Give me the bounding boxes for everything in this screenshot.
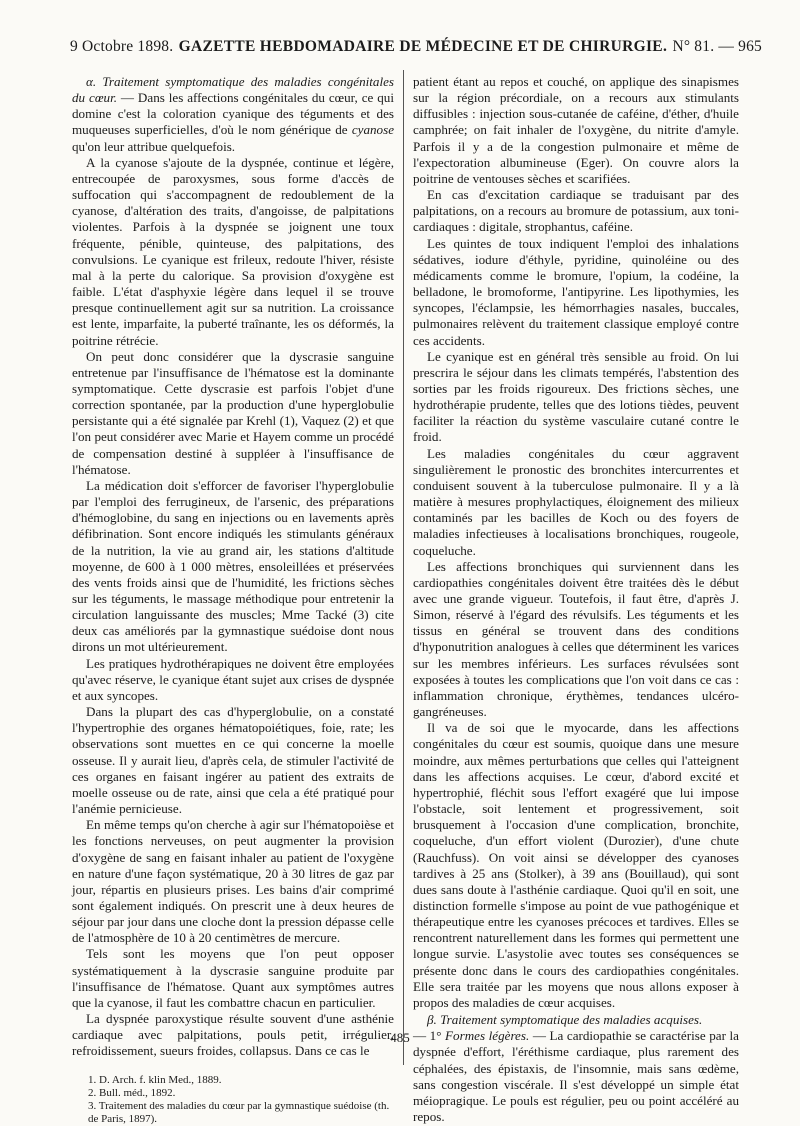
italic-term: cyanose [351, 122, 394, 138]
section-heading-beta [413, 1012, 739, 1028]
paragraph: Les affections bronchiques qui surviennent dans les cardiopathies congénitales doivent être traitées dès le début avec une grande vigueur. Toutefois, il faut être, d'après J. Simon, réservé à l'égard des révulsifs. Les téguments et les tissus en général se trouvent dans des conditions d'hyponutrition analogues à celles que déterminent les varices sur les membres inférieurs. Les surfaces révulsées sont exposées à toutes les complications que l'on voit dans ce cas : inflammation chronique, érythèmes, tendances ulcéro-gangréneuses. [413, 558, 739, 720]
right-column [413, 74, 739, 1124]
paragraph: A la cyanose s'ajoute de la dyspnée, continue et légère, entrecoupée de paroxysmes, sous forme d'accès de suffocation qui s'accompagnent de redoublement de la cyanose, d'altération des traits, d'angoisse, de palpitations violentes. Parfois à la dyspnée se joignent une toux fréquente, pénible, quinteuse, des palpitations, des convulsions. Le cyanique est frileux, redoute l'hiver, résiste mal à la perte du calorique. Sa provision d'oxygène est faible. L'état d'asphyxie légère dans lequel il se trouve presque continuellement agit sur sa nutrition. La croissance est lente, imparfaite, la puberté traînante, les os déformés, la poitrine rétrécie. [72, 154, 394, 348]
paragraph: On peut donc considérer que la dyscrasie sanguine entretenue par l'insuffisance de l'hématose est la dominante symptomatique. Cette dyscrasie est parfois l'objet d'une correction spontanée, par la production d'une hyperglobulie persistante qui a été signalée par Krehl (1), Vaquez (2) et que l'on peut considérer avec Marie et Hayem comme un procédé de compensation destiné à suppléer à l'insuffisance de l'hématose. [72, 348, 394, 477]
left-column [72, 74, 394, 1125]
section-heading-alpha: α. Traitement symptomatique des maladies congénitales du cœur. [72, 74, 394, 106]
paragraph-text: — Dans les affections congénitales du cœur, ce qui domine c'est la coloration cyanique des téguments et des muqueuses superficielles, d'où le nom générique de [72, 90, 394, 138]
italic-heading: β. Traitement symptomatique des maladies acquises. [427, 1012, 703, 1028]
paragraph: En même temps qu'on cherche à agir sur l'hématopoièse et les fonctions nerveuses, on peut augmenter la provision d'oxygène de sang en faisant inhaler au patient de l'oxygène en nature d'une façon systématique, 20 à 30 litres de gaz par jour, répartis en plusieurs prises. Les bains d'air comprimé sont également indiqués. On prescrit une à deux heures de séjour par jour dans une cloche dont la pression dépasse celle de l'atmosphère de 10 à 20 centimètres de mercure. [72, 817, 394, 946]
header-date: 9 Octobre 1898. [70, 38, 174, 55]
page-folio: 485 [390, 1030, 410, 1045]
column-divider [403, 70, 404, 1065]
journal-title: GAZETTE HEBDOMADAIRE DE MÉDECINE ET DE CHIRURGIE. [178, 38, 668, 55]
paragraph [72, 74, 394, 155]
footnote: 3. Traitement des maladies du cœur par la gymnastique suédoise (th. de Paris, 1897). [88, 1099, 390, 1125]
running-header [70, 38, 762, 64]
paragraph-text: — 1° [413, 1028, 446, 1044]
paragraph: Les pratiques hydrothérapiques ne doivent être employées qu'avec réserve, le cyanique étant sujet aux crises de dyspnée et aux syncopes. [72, 655, 394, 703]
paragraph: Dans la plupart des cas d'hyperglobulie, on a constaté l'hypertrophie des organes hématopoiétiques, foie, rate; les observations sont muettes en ce qui concerne la moelle osseuse. Il y aurait lieu, d'après cela, de stimuler l'activité de ces organes en faisant ingérer au patient des extraits de moelle osseuse ou de rate, ainsi que cela a été pratiqué pour l'anémie pernicieuse. [72, 704, 394, 817]
paragraph: En cas d'excitation cardiaque se traduisant par des palpitations, on a recours au bromure de potassium, aux toni-cardiaques : digitale, strophantus, caféine. [413, 187, 739, 235]
paragraph: La médication doit s'efforcer de favoriser l'hyperglobulie par l'emploi des ferrugineux, de l'arsenic, des préparations d'hémoglobine, du sang en injections ou en lavements après défibrination. Sont encore indiqués les stimulants généraux de la nutrition, la vie au grand air, les stations d'altitude moyenne, de 600 à 1 000 mètres, ensoleillées et préservées des vents froids ainsi que de l'humidité, les frictions sèches sur les téguments, le massage méthodique pour entretenir la circulation languissante des muscles; Mme Tacké (3) cite deux cas améliorés par la gymnastique suédoise dont nous dirons un mot ultérieurement. [72, 477, 394, 655]
footnotes [72, 1074, 394, 1126]
footnote: 2. Bull. méd., 1892. [88, 1086, 176, 1099]
issue-page-number: N° 81. — 965 [672, 38, 762, 55]
paragraph-text: — La cardiopathie se caractérise par la dyspnée d'effort, l'éréthisme cardiaque, plus rarement des céphalées, des épistaxis, de l'insomnie, mais sans œdème, sans congestion viscérale. Il s'est développé un simple état méiopragique. Le pouls est régulier, peu ou point accéléré au repos. [413, 1028, 739, 1124]
paragraph: Les maladies congénitales du cœur aggravent singulièrement le pronostic des bronchites intercurrentes et conduisent souvent à la tuberculose pulmonaire. Il y a là matière à mesures prophylactiques, éloignement des milieux contaminés par les bacilles de Koch ou des foyers de maladies infectieuses à localisations bronchiques, rougeole, coqueluche. [413, 445, 739, 558]
paragraph-text: qu'on leur attribue quelquefois. [72, 138, 236, 154]
paragraph: Tels sont les moyens que l'on peut opposer systématiquement à la dyscrasie sanguine produite par l'insuffisance de l'hématose. Quant aux symptômes autres que la cyanose, il faut les combattre chacun en particulier. [72, 946, 394, 1010]
paragraph: Il va de soi que le myocarde, dans les affections congénitales du cœur est soumis, quoique dans une mesure moindre, aux mêmes perturbations que celles qui l'atteignent dans les affections acquises. Le cœur, d'abord excité et hypertrophié, fléchit sous l'effort exagéré que lui impose l'obstacle, soit lentement et progressivement, soit brusquement à l'occasion d'une complication, bronchite, coqueluche, d'un effort violent (Durozier), d'une chute (Rauchfuss). On voit ainsi se développer des cyanoses tardives à 25 ans (Stolker), à 39 ans (Bouillaud), qui sont dues sans doute à l'asthénie cardiaque. Quoi qu'il en soit, une distinction formelle s'impose au point de vue pathogénique et thérapeutique entre les cyanoses précoces et tardives. Elles se rencontrent naturellement dans les formes qui permettent une longue survie. L'asystolie avec toutes ses conséquences se présente donc dans le cours des cardiopathies congénitales. Elle sera traitée par les moyens que nous allons exposer à propos des maladies de cœur acquises. [413, 720, 739, 1010]
paragraph: Le cyanique est en général très sensible au froid. On lui prescrira le séjour dans les climats tempérés, l'abstention des sorties par les froids rigoureux. Des frictions sèches, une hydrothérapie prudente, telles que des lotions tièdes, peuvent faciliter la réaction du système vasculaire cutané contre le froid. [413, 348, 739, 445]
paragraph: La dyspnée paroxystique résulte souvent d'une asthénie cardiaque avec palpitations, pouls petit, irrégulier, refroidissement, sueurs froides, collapsus. Dans ce cas le [72, 1011, 394, 1059]
italic-subheading: Formes légères. [445, 1028, 530, 1044]
paragraph: Les quintes de toux indiquent l'emploi des inhalations sédatives, iodure d'éthyle, pyridine, quinoléine ou des médicaments comme le bromure, l'opium, la codéine, la belladone, le bromoforme, l'antipyrine. Les lipothymies, les syncopes, l'éclampsie, les hémorrhagies nasales, buccales, pulmonaires relèvent du traitement classique employé contre ces accidents. [413, 235, 739, 348]
footnote: 1. D. Arch. f. klin Med., 1889. [88, 1073, 222, 1086]
paragraph: patient étant au repos et couché, on applique des sinapismes sur la région précordiale, on a recours aux stimulants diffusibles : injection sous-cutanée de caféine, d'éther, d'huile camphrée; on fait inhaler de l'oxygène, du nitrite d'amyle. Parfois il y a de la congestion pulmonaire et même de l'expectoration albumineuse (Eger). On couvre alors la poitrine de ventouses sèches et scarifiées. [413, 74, 739, 186]
